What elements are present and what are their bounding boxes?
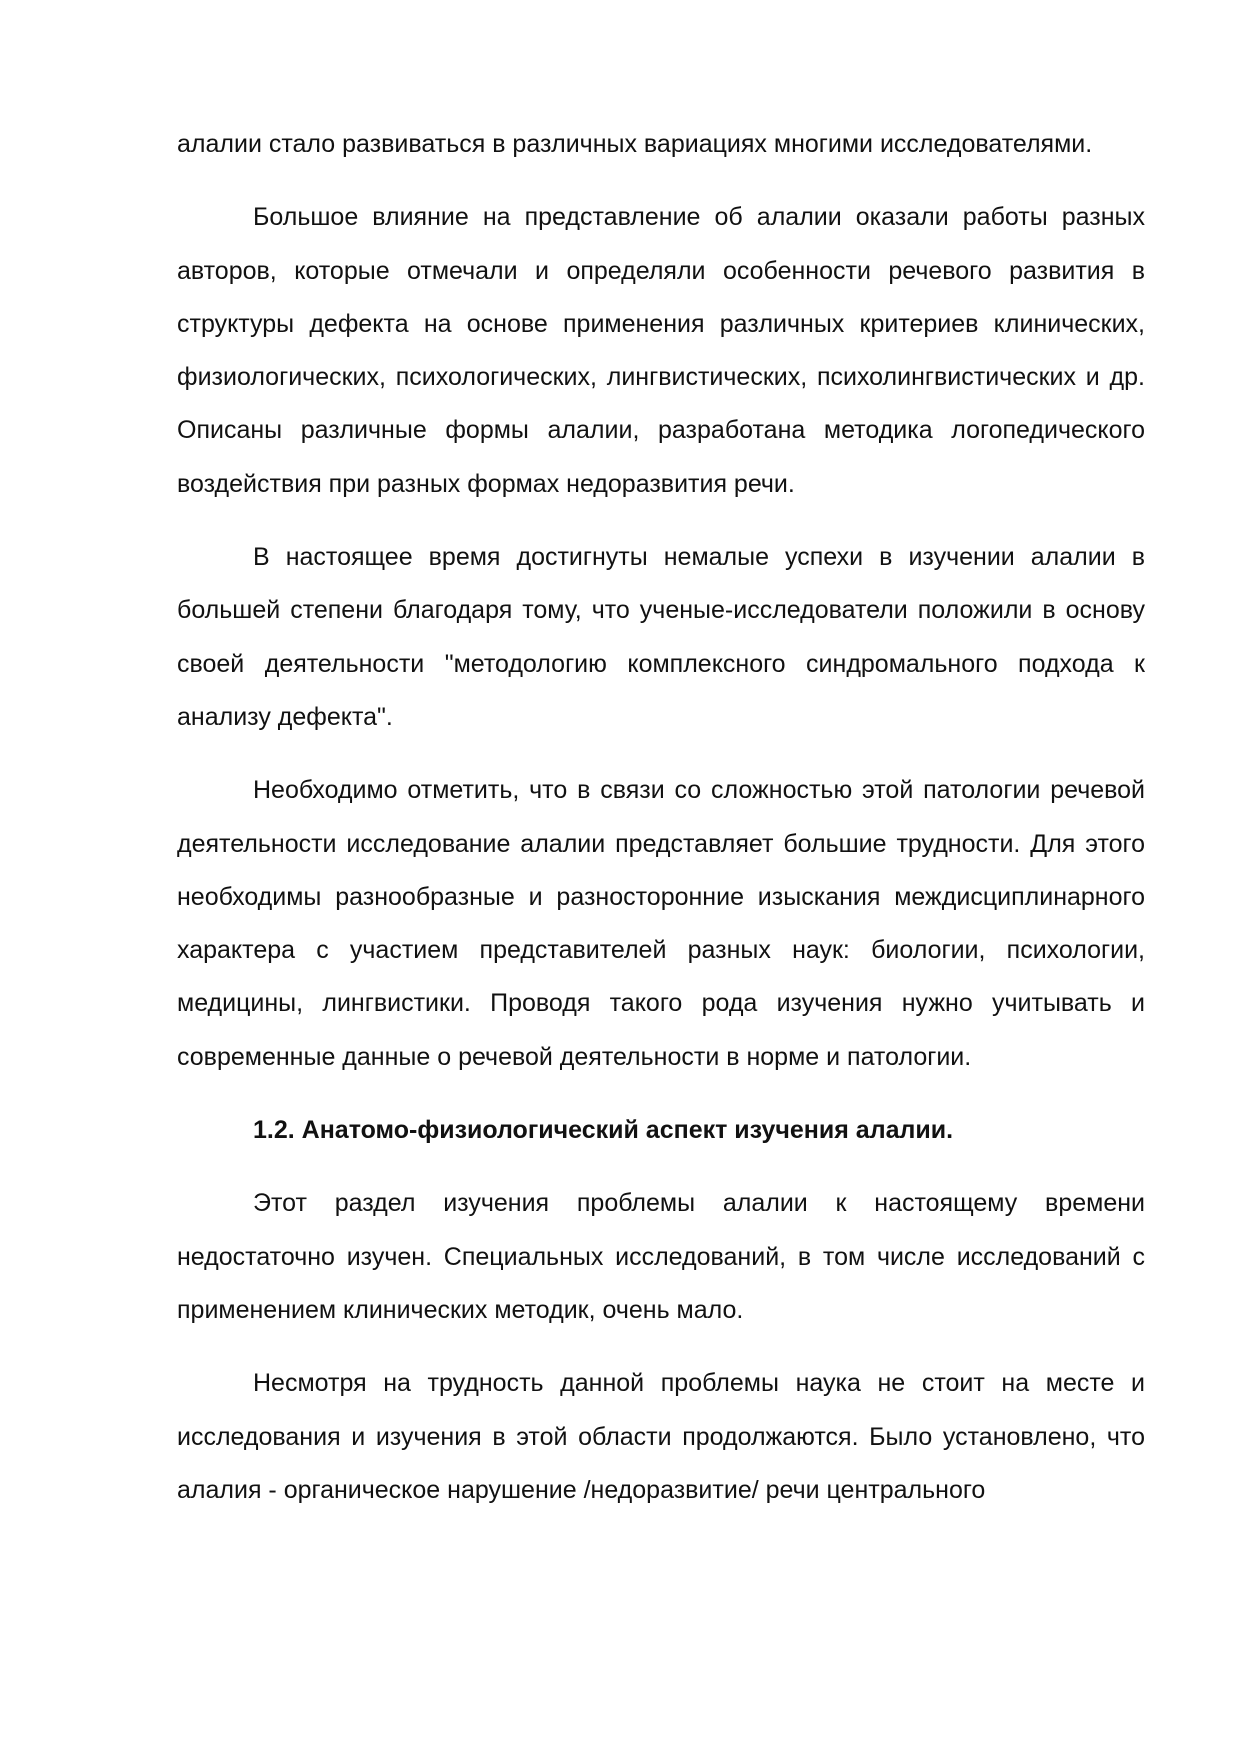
paragraph-difficulty: Необходимо отметить, что в связи со сложностью этой патологии речевой деятельности исследование алалии представляет большие трудности. Для этого необходимы разнообразные и разносторонние изыскания междисциплинарного характера с участием представителей разных наук: биологии, психологии, медицины, лингвистики. Проводя такого рода изучения нужно учитывать и современные данные о речевой деятельности в норме и патологии. <box>177 776 1145 1071</box>
paragraph-section-research: Несмотря на трудность данной проблемы наука не стоит на месте и исследования и изучения в этой области продолжаются. Было установлено, что алалия - органическое нарушение /недоразвитие/ речи центрального <box>177 1369 1145 1504</box>
document-page <box>177 118 1145 1517</box>
paragraph-influence: Большое влияние на представление об алалии оказали работы разных авторов, которые отмечали и определяли особенности речевого развития в структуры дефекта на основе применения различных критериев клинических, физиологических, психологических, лингвистических, психолингвистических и др. Описаны различные формы алалии, разработана методика логопедического воздействия при разных формах недоразвития речи. <box>177 203 1145 498</box>
section-heading: 1.2. Анатомо-физиологический аспект изучения алалии. <box>253 1116 954 1145</box>
paragraph-progress: В настоящее время достигнуты немалые успехи в изучении алалии в большей степени благодаря тому, что ученые-исследователи положили в основу своей деятельности "методологию комплексного синдромального подхода к анализу дефекта". <box>177 543 1145 731</box>
paragraph-continuation: алалии стало развиваться в различных вариациях многими исследователями. <box>177 130 1093 158</box>
paragraph-section-intro: Этот раздел изучения проблемы алалии к настоящему времени недостаточно изучен. Специальных исследований, в том числе исследований с применением клинических методик, очень мало. <box>177 1189 1145 1324</box>
